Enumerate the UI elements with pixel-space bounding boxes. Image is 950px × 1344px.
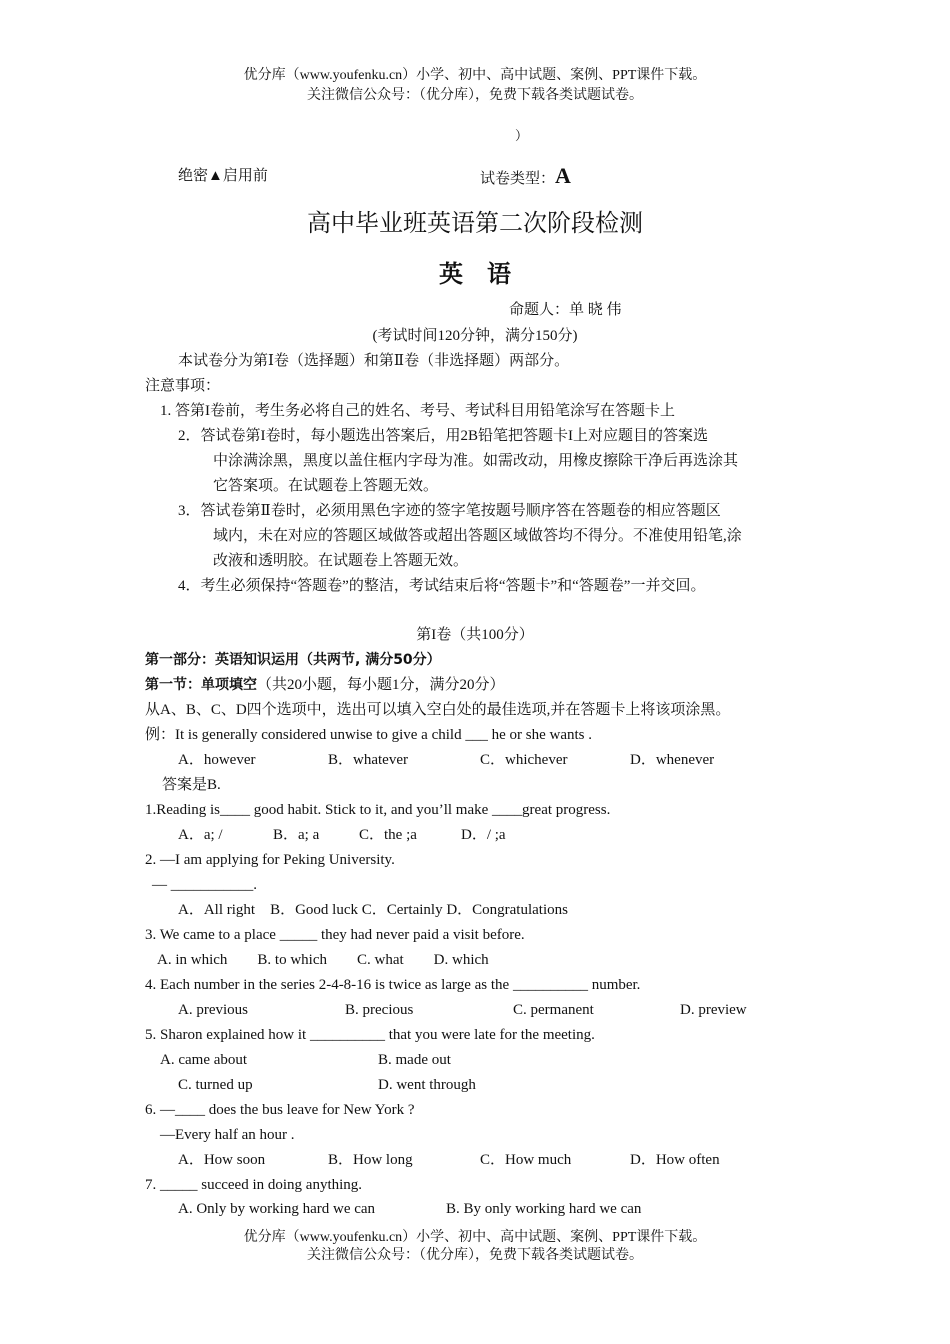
question-4: 4. Each number in the series 2-4-8-16 is twice as large as the __________ number. bbox=[145, 977, 641, 993]
part1-heading: 第一部分：英语知识运用（共两节, 满分50分） bbox=[145, 652, 441, 668]
intro: 本试卷分为第Ⅰ卷（选择题）和第Ⅱ卷（非选择题）两部分。 bbox=[178, 353, 570, 369]
question-3: 3. We came to a place _____ they had never paid a visit before. bbox=[145, 927, 525, 943]
q4-option-a: A. previous bbox=[178, 1002, 248, 1018]
note-3c: 改液和透明胶。在试题卷上答题无效。 bbox=[213, 553, 469, 569]
q6-option-b: B．How long bbox=[328, 1152, 413, 1168]
q4-option-b: B. precious bbox=[345, 1002, 414, 1018]
question-2: 2. —I am applying for Peking University. bbox=[145, 852, 395, 868]
q1-option-d: D．/ ;a bbox=[461, 827, 506, 843]
note-2c: 它答案项。在试题卷上答题无效。 bbox=[213, 478, 439, 494]
q6-option-c: C．How much bbox=[480, 1152, 572, 1168]
note-1: 1. 答第I卷前，考生务必将自己的姓名、考号、考试科目用铅笔涂写在答题卡上 bbox=[160, 403, 675, 419]
section1-heading bbox=[145, 675, 505, 695]
q5-option-b: B. made out bbox=[378, 1052, 451, 1068]
question-5: 5. Sharon explained how it __________ that you were late for the meeting. bbox=[145, 1027, 595, 1043]
q7-option-a: A. Only by working hard we can bbox=[178, 1201, 376, 1217]
footer-line-1: 优分库（www.youfenku.cn）小学、初中、高中试题、案例、PPT课件下载。 bbox=[243, 1230, 707, 1245]
question-7: 7. _____ succeed in doing anything. bbox=[145, 1177, 363, 1193]
example-option-d: D．whenever bbox=[630, 752, 715, 768]
section1-desc: （共20小题，每小题1分，满分20分） bbox=[257, 677, 505, 693]
q7-option-b: B. By only working hard we can bbox=[446, 1201, 642, 1217]
note-2a: 2．答试卷第I卷时，每小题选出答案后，用2B铅笔把答题卡I上对应题目的答案选 bbox=[178, 428, 708, 444]
question-1: 1.Reading is____ good habit. Stick to it, and you’ll make ____great progress. bbox=[145, 802, 611, 818]
header-line-2: 关注微信公众号：（优分库），免费下载各类试题试卷。 bbox=[307, 88, 643, 103]
page-title: 高中毕业班英语第二次阶段检测 bbox=[307, 211, 643, 237]
q1-option-a: A．a; / bbox=[178, 827, 223, 843]
q2-options: A．All right B．Good luck C．Certainly D．Congratulations bbox=[178, 902, 568, 918]
subject-title: 英 语 bbox=[439, 260, 511, 288]
example-option-c: C．whichever bbox=[480, 752, 568, 768]
note-4: 4．考生必须保持“答题卷”的整洁，考试结束后将“答题卡”和“答题卷”一并交回。 bbox=[178, 578, 706, 594]
q5-option-a: A. came about bbox=[160, 1052, 248, 1068]
paper-type-label: 试卷类型： bbox=[480, 171, 556, 187]
q4-option-d: D. preview bbox=[680, 1002, 747, 1018]
q1-option-b: B．a; a bbox=[273, 827, 320, 843]
q4-option-c: C. permanent bbox=[513, 1002, 594, 1018]
paper-type-value: A bbox=[555, 163, 571, 188]
note-2b: 中涂满涂黑，黑度以盖住框内字母为准。如需改动，用橡皮擦除干净后再选涂其 bbox=[213, 453, 739, 469]
note-3b: 域内，未在对应的答题区域做答或超出答题区域做答均不得分。不准使用铅笔,涂 bbox=[213, 528, 742, 544]
q5-option-c: C. turned up bbox=[178, 1077, 253, 1093]
q6-option-d: D．How often bbox=[630, 1152, 720, 1168]
q1-option-c: C．the ;a bbox=[359, 827, 417, 843]
stray-paren: ） bbox=[515, 128, 529, 143]
example-option-a: A．however bbox=[178, 752, 256, 768]
instruction: 从A、B、C、D四个选项中，选出可以填入空白处的最佳选项,并在答题卡上将该项涂黑。 bbox=[145, 702, 731, 718]
author: 命题人：单 晓 伟 bbox=[509, 302, 622, 318]
paper-type bbox=[480, 163, 571, 189]
section1-title: 第一节：单项填空 bbox=[145, 677, 257, 693]
q3-options: A. in which B. to which C. what D. which bbox=[157, 952, 489, 968]
question-6: 6. —____ does the bus leave for New York ? bbox=[145, 1102, 415, 1118]
q6-option-a: A．How soon bbox=[178, 1152, 266, 1168]
note-3a: 3．答试卷第Ⅱ卷时，必须用黑色字迹的签字笔按题号顺序答在答题卷的相应答题区 bbox=[178, 503, 721, 519]
q6-reply: —Every half an hour . bbox=[160, 1127, 295, 1143]
header-line-1: 优分库（www.youfenku.cn）小学、初中、高中试题、案例、PPT课件下载。 bbox=[243, 68, 707, 83]
notes-heading: 注意事项： bbox=[145, 378, 221, 394]
q5-option-d: D. went through bbox=[378, 1077, 476, 1093]
example-answer: 答案是B. bbox=[162, 777, 221, 793]
q2-reply: — ___________. bbox=[152, 877, 257, 893]
example-question: 例：It is generally considered unwise to give a child ___ he or she wants . bbox=[145, 727, 592, 743]
footer-line-2: 关注微信公众号：（优分库），免费下载各类试题试卷。 bbox=[307, 1248, 643, 1263]
volume-heading: 第I卷（共100分） bbox=[416, 627, 534, 643]
time-info: (考试时间120分钟，满分150分) bbox=[372, 328, 578, 344]
secret-label: 绝密▲启用前 bbox=[178, 168, 268, 184]
example-option-b: B．whatever bbox=[328, 752, 408, 768]
